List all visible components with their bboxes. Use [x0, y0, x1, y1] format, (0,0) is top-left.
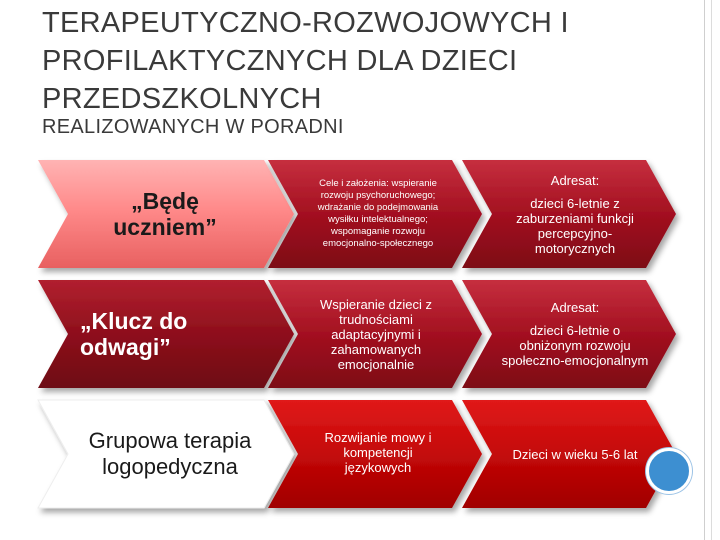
row1-target-value: dzieci 6-letnie z zaburzeniami funkcji percepcyjno-motorycznych — [516, 195, 634, 256]
row2-target-value: dzieci 6-letnie o obniżonym rozwoju społeczno-emocjonalnym — [501, 323, 649, 368]
row1-target-label: Adresat: — [550, 172, 600, 188]
row2-target-label: Adresat: — [550, 300, 600, 315]
row3-goal: Rozwijanie mowy i kompetencji językowych — [324, 429, 432, 475]
blue-circle-decoration — [646, 448, 692, 494]
row3-target: Dzieci w wieku 5-6 lat — [512, 446, 638, 462]
slide-title: TERAPEUTYCZNO-ROZWOJOWYCH I PROFILAKTYCZNYCH DLA DZIECI PRZEDSZKOLNYCH — [42, 7, 569, 115]
row2-goal: Wspieranie dzieci z trudnościami adaptacyjnymi i zahamowanych emocjonalnie — [320, 296, 432, 372]
row1-name: „Będę uczniem” — [113, 188, 217, 240]
row3-name: Grupowa terapia logopedyczna — [88, 428, 252, 479]
slide-subtitle: REALIZOWANYCH W PORADNI — [42, 116, 344, 138]
row2-target — [500, 282, 650, 386]
row1-goal: Cele i założenia: wspieranie rozwoju psychoruchowego; wdrażanie do podejmowania wysiłku intelektualnego; wspomaganie rozwoju emocjonalno-społecznego — [317, 178, 439, 249]
row1-target — [500, 162, 650, 266]
row2-name: „Klucz do odwagi” — [80, 308, 188, 360]
